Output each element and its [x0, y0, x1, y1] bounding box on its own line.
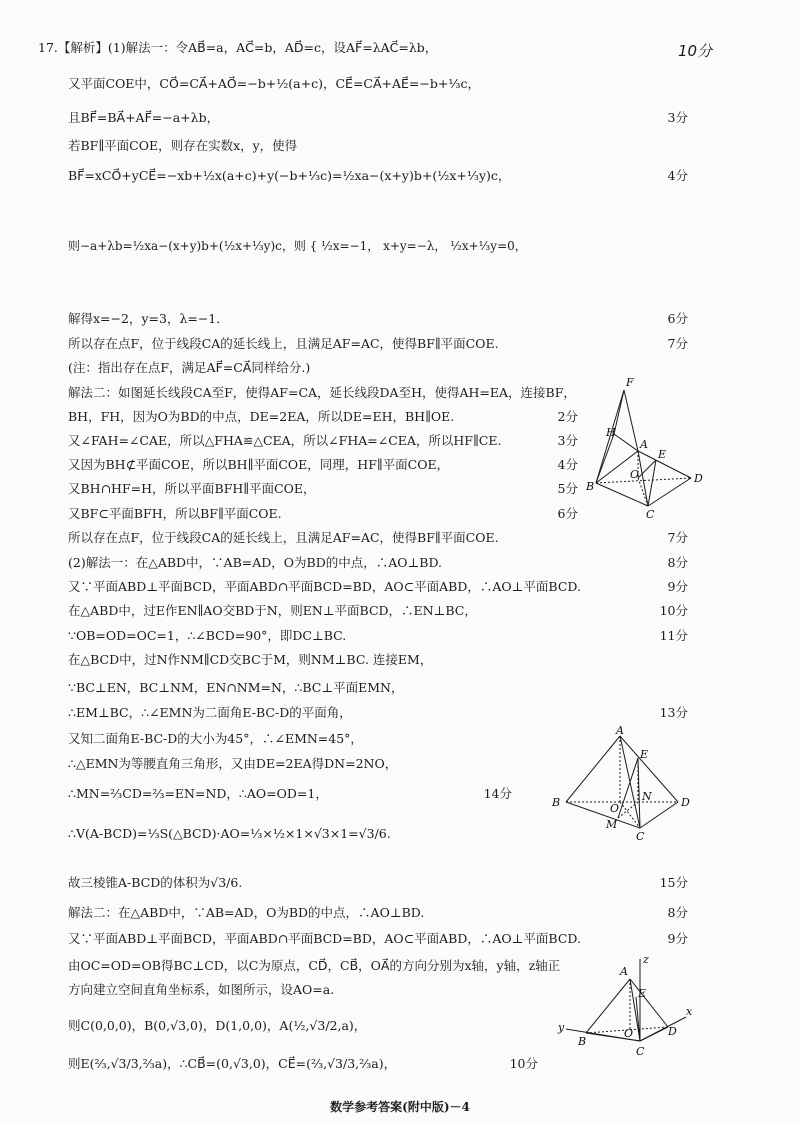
solution-line: ∴MN=⅔CD=⅔=EN=ND，∴AO=OD=1，: [68, 786, 328, 801]
label-C: C: [636, 830, 645, 843]
score-mark: 2分: [557, 409, 578, 424]
solution-line: 在△ABD中，过E作EN∥AO交BD于N，则EN⊥平面BCD，∴EN⊥BC，: [68, 603, 477, 618]
solution-line: BH，FH，因为O为BD的中点，DE=2EA，所以DE=EH，BH∥OE.: [68, 409, 455, 424]
label-F: F: [626, 376, 634, 389]
score-mark: 9分: [667, 931, 688, 946]
page-footer: 数学参考答案(附中版)－4: [330, 1100, 470, 1114]
solution-line: ∵BC⊥EN，BC⊥NM，EN∩NM=N，∴BC⊥平面EMN，: [68, 680, 404, 695]
solution-line: 又∵平面ABD⊥平面BCD，平面ABD∩平面BCD=BD，AO⊂平面ABD，∴AO⊥平面BCD.: [68, 931, 581, 946]
solution-line: (注：指出存在点F，满足AF⃗=CA⃗同样给分.): [68, 360, 311, 375]
solution-line: 且BF⃗=BA⃗+AF⃗=−a+λb，: [68, 110, 220, 125]
label-A: A: [620, 965, 628, 978]
label-A: A: [616, 724, 624, 737]
figure-1-pyramid: [586, 376, 706, 521]
score-mark: 9分: [667, 579, 688, 594]
solution-line: 则E(⅔,√3/3,⅔a)，∴CB⃗=(0,√3,0)，CE⃗=(⅔,√3/3,⅔a)，: [68, 1056, 397, 1071]
solution-line: 则−a+λb=½xa−(x+y)b+(½x+⅓y)c，则 { ½x=−1， x+y=−λ， ½x+⅓y=0，: [68, 239, 527, 253]
label-M: M: [606, 818, 618, 831]
solution-line: 17.【解析】(1)解法一：令AB⃗=a，AC⃗=b，AD⃗=c，设AF⃗=λAC⃗=λb，: [38, 40, 438, 55]
solution-line: 又BH∩HF=H，所以平面BFH∥平面COE，: [68, 481, 316, 496]
figure-2-pyramid: [548, 724, 698, 843]
score-mark: 6分: [557, 506, 578, 521]
solution-line: 则C(0,0,0)，B(0,√3,0)，D(1,0,0)，A(½,√3/2,a)，: [68, 1018, 367, 1033]
score-mark: 8分: [667, 555, 688, 570]
solution-line: 在△BCD中，过N作NM∥CD交BC于M，则NM⊥BC. 连接EM，: [68, 652, 433, 667]
label-C: C: [646, 508, 655, 521]
solution-line: 方向建立空间直角坐标系，如图所示，设AO=a.: [68, 982, 335, 997]
score-mark: 4分: [557, 457, 578, 472]
solution-line: 解法二：如图延长线段CA至F，使得AF=CA，延长线段DA至H，使得AH=EA，连接BF，: [68, 385, 576, 400]
solution-line: ∴V(A-BCD)=⅓S(△BCD)·AO=⅓×½×1×√3×1=√3/6.: [68, 826, 391, 841]
label-O: O: [610, 802, 620, 815]
label-E: E: [658, 448, 667, 461]
score-mark: 14分: [483, 786, 512, 801]
score-mark: 7分: [667, 530, 688, 545]
score-mark: 7分: [667, 336, 688, 351]
label-y: y: [558, 1021, 565, 1034]
score-mark: 4分: [667, 168, 688, 183]
solution-line: 所以存在点F，位于线段CA的延长线上，且满足AF=AC，使得BF∥平面COE.: [68, 336, 499, 351]
label-H: H: [606, 426, 616, 439]
score-mark: 3分: [557, 433, 578, 448]
label-B: B: [586, 480, 595, 493]
label-z: z: [643, 953, 649, 966]
score-mark: 5分: [557, 481, 578, 496]
label-E: E: [638, 987, 647, 1000]
solution-line: ∴EM⊥BC，∴∠EMN为二面角E-BC-D的平面角，: [68, 705, 352, 720]
solution-line: 又因为BH⊄平面COE，所以BH∥平面COE，同理，HF∥平面COE，: [68, 457, 450, 472]
solution-line: 解得x=−2，y=3，λ=−1．: [68, 311, 229, 326]
solution-line: ∴△EMN为等腰直角三角形，又由DE=2EA得DN=2NO，: [68, 756, 398, 771]
score-mark: 3分: [667, 110, 688, 125]
label-B: B: [552, 796, 561, 809]
solution-line: 又平面COE中，CO⃗=CA⃗+AO⃗=−b+½(a+c)，CE⃗=CA⃗+AE⃗=−b+⅓c，: [68, 76, 480, 91]
label-E: E: [640, 748, 649, 761]
solution-line: 所以存在点F，位于线段CA的延长线上，且满足AF=AC，使得BF∥平面COE.: [68, 530, 499, 545]
score-mark: 8分: [667, 905, 688, 920]
label-C: C: [636, 1045, 645, 1058]
label-B: B: [578, 1035, 587, 1048]
score-mark: 6分: [667, 311, 688, 326]
solution-line: 由OC=OD=OB得BC⊥CD，以C为原点，CD⃗，CB⃗，OA⃗的方向分别为x轴，y轴，z轴正: [68, 958, 561, 973]
solution-line: 若BF∥平面COE，则存在实数x，y，使得: [68, 138, 298, 153]
score-mark: 10分: [509, 1056, 538, 1071]
label-O: O: [630, 468, 640, 481]
label-D: D: [694, 472, 703, 485]
handwritten-score: 10分: [678, 42, 713, 60]
label-N: N: [642, 790, 652, 803]
label-A: A: [640, 438, 648, 451]
score-mark: 11分: [659, 628, 688, 643]
solution-line: (2)解法一：在△ABD中，∵AB=AD，O为BD的中点，∴AO⊥BD.: [68, 555, 443, 570]
solution-line: 又知二面角E-BC-D的大小为45°，∴∠EMN=45°，: [68, 731, 363, 746]
solution-line: 又∵平面ABD⊥平面BCD，平面ABD∩平面BCD=BD，AO⊂平面ABD，∴AO⊥平面BCD.: [68, 579, 581, 594]
label-D: D: [668, 1025, 677, 1038]
solution-line: ∵OB=OD=OC=1，∴∠BCD=90°，即DC⊥BC.: [68, 628, 347, 643]
solution-line: 故三棱锥A-BCD的体积为√3/6.: [68, 875, 243, 890]
label-O: O: [624, 1027, 634, 1040]
solution-line: 解法二：在△ABD中，∵AB=AD，O为BD的中点，∴AO⊥BD.: [68, 905, 425, 920]
figure-3-coordinate-pyramid: [556, 955, 696, 1065]
solution-line: 又BF⊂平面BFH，所以BF∥平面COE.: [68, 506, 282, 521]
solution-line: BF⃗=xCO⃗+yCE⃗=−xb+½x(a+c)+y(−b+⅓c)=½xa−(x+y)b+(½x+⅓y)c，: [68, 168, 511, 183]
score-mark: 10分: [659, 603, 688, 618]
label-D: D: [681, 796, 690, 809]
score-mark: 13分: [659, 705, 688, 720]
label-x: x: [686, 1005, 693, 1018]
score-mark: 15分: [659, 875, 688, 890]
solution-line: 又∠FAH=∠CAE，所以△FHA≌△CEA，所以∠FHA=∠CEA，所以HF∥CE.: [68, 433, 502, 448]
